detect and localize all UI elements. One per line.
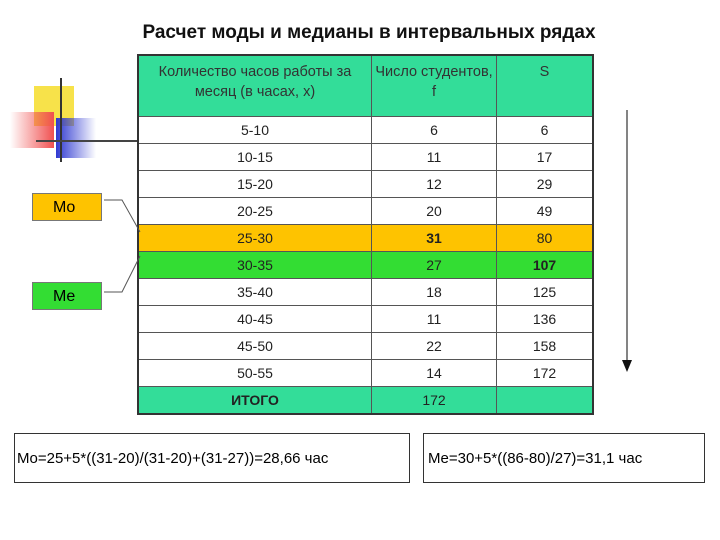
- header-students: Число студентов, f: [372, 55, 497, 117]
- cell-f: 12: [372, 171, 497, 198]
- cell-f: 6: [372, 117, 497, 144]
- total-f: 172: [372, 387, 497, 415]
- cell-x: 25-30: [138, 225, 372, 252]
- cell-f: 18: [372, 279, 497, 306]
- cell-f: 11: [372, 306, 497, 333]
- median-connector: [104, 256, 140, 292]
- cell-x: 20-25: [138, 198, 372, 225]
- cell-s: 6: [497, 117, 594, 144]
- cell-f: 14: [372, 360, 497, 387]
- cell-x: 50-55: [138, 360, 372, 387]
- cell-s: 172: [497, 360, 594, 387]
- cell-f: 20: [372, 198, 497, 225]
- median-formula: Me=30+5*((86-80)/27)=31,1 час: [423, 433, 705, 483]
- cell-s: 107: [497, 252, 594, 279]
- mode-connector: [104, 200, 140, 232]
- cell-x: 10-15: [138, 144, 372, 171]
- cell-f: 27: [372, 252, 497, 279]
- cell-x: 5-10: [138, 117, 372, 144]
- cell-s: 158: [497, 333, 594, 360]
- page-title: Расчет моды и медианы в интервальных рядах: [142, 22, 596, 43]
- down-arrow-icon: [622, 360, 632, 372]
- cell-s: 80: [497, 225, 594, 252]
- median-label: Me: [32, 282, 102, 310]
- cell-f: 11: [372, 144, 497, 171]
- cell-s: 29: [497, 171, 594, 198]
- header-cumulative: S: [497, 55, 594, 117]
- cell-s: 17: [497, 144, 594, 171]
- cell-f: 22: [372, 333, 497, 360]
- mode-formula: Mo=25+5*((31-20)/(31-20)+(31-27))=28,66 час: [14, 433, 410, 483]
- total-label: ИТОГО: [138, 387, 372, 415]
- cell-x: 15-20: [138, 171, 372, 198]
- cell-f: 31: [372, 225, 497, 252]
- mode-label: Mo: [32, 193, 102, 221]
- cell-x: 45-50: [138, 333, 372, 360]
- header-hours: Количество часов работы за месяц (в часах, x): [138, 55, 372, 117]
- cell-s: 136: [497, 306, 594, 333]
- cell-s: 125: [497, 279, 594, 306]
- cell-x: 35-40: [138, 279, 372, 306]
- cell-s: 49: [497, 198, 594, 225]
- cell-x: 40-45: [138, 306, 372, 333]
- cell-x: 30-35: [138, 252, 372, 279]
